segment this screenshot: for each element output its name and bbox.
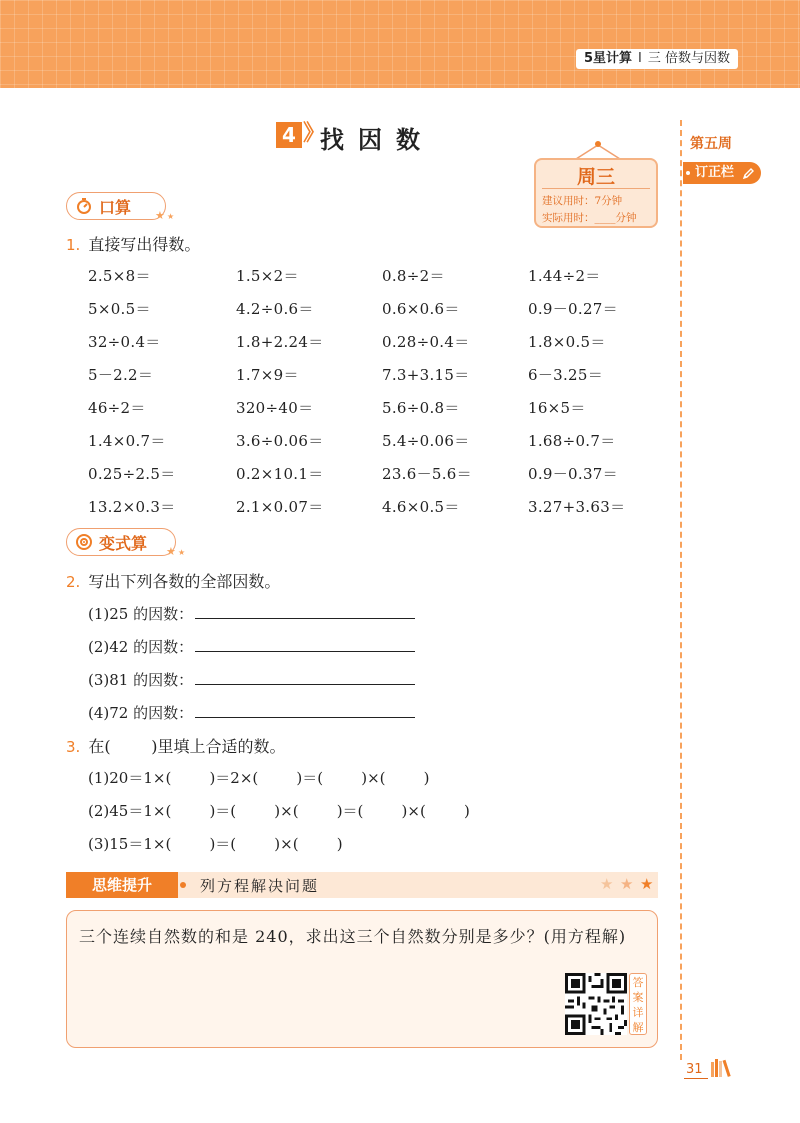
answer-blank[interactable] (195, 670, 415, 685)
calc-item: 1.8×0.5＝ (528, 333, 606, 351)
chapter-tag (576, 49, 738, 69)
page-title: 找因数 (320, 126, 434, 154)
calc-item: 13.2×0.3＝ (88, 498, 176, 516)
calc-item: 5.6÷0.8＝ (382, 399, 460, 417)
question-1 (66, 232, 200, 255)
calc-item: 3.6÷0.06＝ (236, 432, 324, 450)
calc-item: 320÷40＝ (236, 399, 314, 417)
target-icon (75, 533, 93, 551)
calc-item: 1.44÷2＝ (528, 267, 601, 285)
question-3 (66, 734, 286, 757)
calc-item: 6－3.25＝ (528, 366, 604, 384)
calc-item: 0.8÷2＝ (382, 267, 445, 285)
calc-item: 46÷2＝ (88, 399, 146, 417)
bullet-dot (180, 882, 186, 888)
problem-box (66, 910, 658, 1048)
book-title: 5星计算 (583, 51, 633, 66)
question-number: 3. (66, 738, 81, 756)
star-icon: ★ (178, 548, 186, 557)
factor-item (88, 636, 415, 657)
fill-item: (1)20＝1×( )＝2×( )＝( )×( ) (88, 769, 430, 787)
calc-item: 0.9－0.37＝ (528, 465, 618, 483)
qr-code-icon[interactable] (565, 973, 627, 1035)
calc-item: 1.7×9＝ (236, 366, 299, 384)
calc-item: 4.6×0.5＝ (382, 498, 460, 516)
factor-item (88, 603, 415, 624)
answer-detail-label[interactable]: 答案详解 (629, 973, 647, 1035)
star-icon: ★ (620, 875, 634, 893)
suggested-time: 建议用时：7分钟 (542, 195, 623, 207)
star-icon: ★ (167, 212, 175, 221)
section-oral (66, 192, 166, 220)
calc-item: 5－2.2＝ (88, 366, 154, 384)
day-card (534, 158, 658, 228)
fill-item: (3)15＝1×( )＝( )×( ) (88, 835, 343, 853)
star-icon: ★ (600, 875, 614, 893)
actual-time: 实际用时：____分钟 (542, 212, 637, 224)
star-icon: ★ (640, 875, 654, 893)
thinking-bar (66, 872, 658, 898)
factor-item (88, 702, 415, 723)
calc-item: 1.68÷0.7＝ (528, 432, 616, 450)
calc-item: 2.5×8＝ (88, 267, 151, 285)
page-number: 31 (686, 1062, 703, 1077)
star-icon: ★ (166, 545, 176, 558)
fill-item: (2)45＝1×( )＝( )×( )＝( )×( ) (88, 802, 470, 820)
calc-item: 16×5＝ (528, 399, 586, 417)
unit-title: 三 倍数与因数 (647, 51, 730, 66)
thinking-label: 思维提升 (66, 872, 178, 898)
answer-blank[interactable] (195, 703, 415, 718)
factor-prompt: (4)72 的因数： (88, 704, 194, 722)
header-band (0, 0, 800, 88)
calc-item: 0.25÷2.5＝ (88, 465, 176, 483)
correction-label: 订正栏 (695, 165, 735, 180)
factor-prompt: (3)81 的因数： (88, 671, 194, 689)
calc-item: 1.4×0.7＝ (88, 432, 166, 450)
hanger-icon (568, 140, 628, 160)
calc-item: 0.6×0.6＝ (382, 300, 460, 318)
section-oral-label: 口算 (99, 197, 132, 217)
correction-tab (683, 162, 761, 184)
calc-item: 5×0.5＝ (88, 300, 151, 318)
star-icon: ★ (155, 209, 165, 222)
question-text: 直接写出得数。 (88, 235, 201, 254)
calc-item: 1.8+2.24＝ (236, 333, 324, 351)
calc-item: 0.28÷0.4＝ (382, 333, 470, 351)
page-number-underline (684, 1078, 708, 1079)
answer-blank[interactable] (195, 637, 415, 652)
calc-item: 7.3+3.15＝ (382, 366, 470, 384)
title-chevron-icon: 》 (303, 121, 326, 146)
day-divider (542, 188, 650, 189)
calc-item: 1.5×2＝ (236, 267, 299, 285)
question-2 (66, 569, 280, 592)
calc-item: 32÷0.4＝ (88, 333, 161, 351)
thinking-topic: 列方程解决问题 (200, 877, 320, 895)
tab-dot (686, 171, 690, 175)
lesson-number: 4 (276, 122, 302, 148)
question-text: 在( )里填上合适的数。 (88, 737, 286, 756)
calc-item: 5.4÷0.06＝ (382, 432, 470, 450)
factor-prompt: (1)25 的因数： (88, 605, 194, 623)
header-separator: I (638, 51, 642, 66)
calc-item: 3.27+3.63＝ (528, 498, 626, 516)
factor-prompt: (2)42 的因数： (88, 638, 194, 656)
factor-item (88, 669, 415, 690)
question-number: 2. (66, 573, 81, 591)
books-icon (709, 1056, 737, 1078)
question-number: 1. (66, 236, 81, 254)
calc-item: 4.2÷0.6＝ (236, 300, 314, 318)
pencil-icon (742, 167, 755, 180)
calc-item: 0.2×10.1＝ (236, 465, 324, 483)
section-variant-label: 变式算 (99, 533, 148, 553)
calc-item: 2.1×0.07＝ (236, 498, 324, 516)
day-name: 周三 (576, 166, 615, 188)
problem-text: 三个连续自然数的和是 240，求出这三个自然数分别是多少？(用方程解) (79, 927, 627, 946)
question-text: 写出下列各数的全部因数。 (88, 572, 281, 591)
calc-item: 0.9－0.27＝ (528, 300, 618, 318)
answer-blank[interactable] (195, 604, 415, 619)
week-label: 第五周 (690, 136, 732, 152)
section-variant (66, 528, 176, 556)
margin-divider (680, 120, 682, 1060)
stopwatch-icon (75, 197, 93, 215)
calc-item: 23.6－5.6＝ (382, 465, 472, 483)
